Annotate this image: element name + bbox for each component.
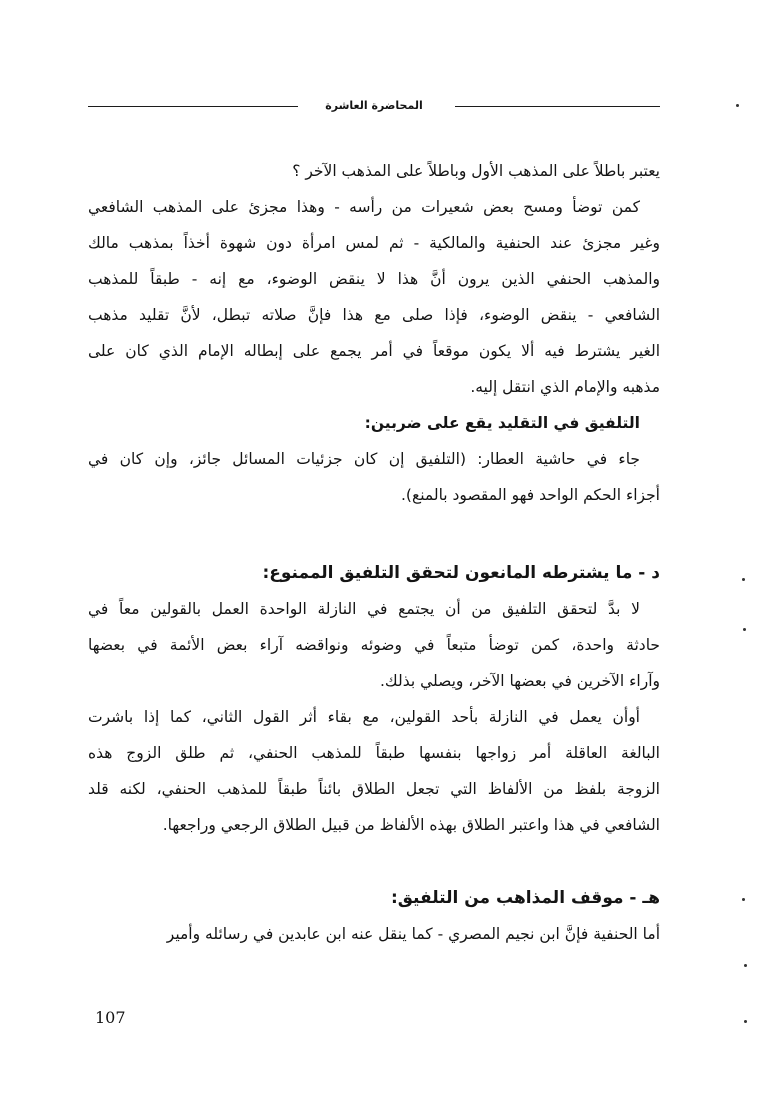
text-line: مذهبه والإمام الذي انتقل إليه. — [470, 378, 660, 396]
text-line: وغير مجزئ عند الحنفية والمالكية - ثم لمس امرأة دون شهوة أخذاً بمذهب مالك — [88, 234, 660, 252]
scan-mark — [736, 104, 739, 107]
section-d — [88, 555, 660, 843]
text-line: حادثة واحدة، كمن توضأ متبعاً في وضوئه ونواقضه آراء بعض الأئمة في بعضها — [88, 636, 660, 654]
text-line: الزوجة بلفظ من الألفاظ التي تجعل الطلاق بائناً طبقاً للمذهب الحنفي، لكنه قلد — [88, 780, 660, 798]
text-line: أوأن يعمل في النازلة بأحد القولين، مع بقاء أثر القول الثاني، كما إذا باشرت — [88, 708, 640, 726]
scan-mark — [742, 898, 745, 901]
paragraph-block-1 — [88, 153, 660, 513]
text-line: الغير يشترط فيه ألا يكون موقعاً في أمر يجمع على إبطاله الإمام الذي كان على — [88, 342, 660, 360]
page-number: 107 — [95, 1008, 126, 1027]
text-line: كمن توضأ ومسح بعض شعيرات من رأسه - وهذا مجزئ على المذهب الشافعي — [88, 198, 640, 216]
text-line: البالغة العاقلة أمر زواجها بنفسها طبقاً للمذهب الحنفي، ثم طلق الزوج هذه — [88, 744, 660, 762]
scan-mark — [743, 628, 746, 631]
header-rule-right — [455, 106, 660, 107]
header-title: المحاضرة العاشرة — [325, 99, 423, 112]
text-line: وآراء الآخرين في بعضها الآخر، ويصلي بذلك. — [380, 672, 660, 690]
text-line: الشافعي في هذا واعتبر الطلاق بهذه الألفاظ من قبيل الطلاق الرجعي وراجعها. — [162, 816, 660, 834]
scan-mark — [744, 964, 747, 967]
running-header — [88, 96, 660, 116]
section-heading-d: د - ما يشترطه المانعون لتحقق التلفيق الممنوع: — [262, 563, 660, 583]
text-line: والمذهب الحنفي الذين يرون أنَّ هذا لا ينقض الوضوء، مع إنه - طبقاً للمذهب — [88, 270, 660, 288]
text-line: يعتبر باطلاً على المذهب الأول وباطلاً على المذهب الآخر ؟ — [292, 162, 660, 180]
section-heading-h: هـ - موقف المذاهب من التلفيق: — [390, 888, 660, 908]
text-line: جاء في حاشية العطار: (التلفيق إن كان جزئيات المسائل جائز، وإن كان في — [88, 450, 640, 468]
text-line: أما الحنفية فإنَّ ابن نجيم المصري - كما ينقل عنه ابن عابدين في رسائله وأمير — [166, 925, 660, 943]
section-subheading: التلفيق في التقليد يقع على ضربين: — [364, 414, 640, 432]
section-h — [88, 880, 660, 952]
scan-mark — [742, 578, 745, 581]
scan-mark — [744, 1020, 747, 1023]
text-line: الشافعي - ينقض الوضوء، فإذا صلى مع هذا فإنَّ صلاته تبطل، لأنَّ تقليد مذهب — [88, 306, 660, 324]
text-line: أجزاء الحكم الواحد فهو المقصود بالمنع). — [400, 486, 660, 504]
text-line: لا بدَّ لتحقق التلفيق من أن يجتمع في النازلة الواحدة العمل بالقولين معاً في — [88, 600, 640, 618]
